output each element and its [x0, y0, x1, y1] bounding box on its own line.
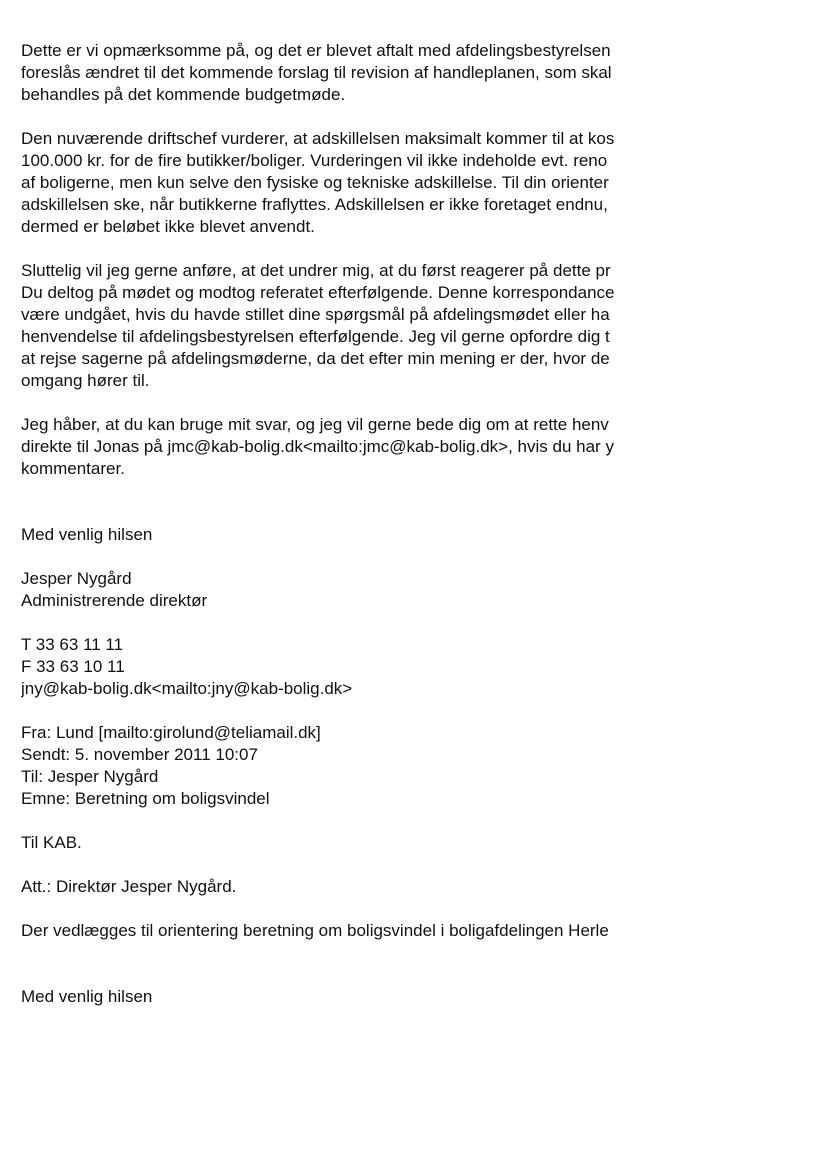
- text-line: at rejse sagerne på afdelingsmøderne, da det efter min mening er der, hvor de: [21, 349, 610, 368]
- text-line: Sluttelig vil jeg gerne anføre, at det undrer mig, at du først reagerer på dette pr: [21, 261, 611, 280]
- signature-name: Jesper Nygård: [21, 569, 132, 588]
- text-line: være undgået, hvis du havde stillet dine spørgsmål på afdelingsmødet eller ha: [21, 305, 610, 324]
- paragraph-spacer: [21, 612, 697, 634]
- text-line: direkte til Jonas på jmc@kab-bolig.dk<mailto:jmc@kab-bolig.dk>, hvis du har y: [21, 437, 614, 456]
- signature-phone: T 33 63 11 11: [21, 635, 124, 654]
- quoted-sent: Sendt: 5. november 2011 10:07: [21, 745, 258, 764]
- quoted-greeting: Til KAB.: [21, 833, 82, 852]
- quoted-text: Der vedlægges til orientering beretning om boligsvindel i boligafdelingen Herle: [21, 921, 609, 940]
- reply-paragraph-3: [21, 260, 697, 392]
- quoted-message-header: [21, 722, 697, 810]
- signature-email: jny@kab-bolig.dk<mailto:jny@kab-bolig.dk>: [21, 679, 353, 698]
- quoted-closing: Med venlig hilsen: [21, 987, 153, 1006]
- text-line: foreslås ændret til det kommende forslag til revision af handleplanen, som skal: [21, 63, 612, 82]
- text-line: Jeg håber, at du kan bruge mit svar, og jeg vil gerne bede dig om at rette henv: [21, 415, 609, 434]
- paragraph-spacer: [21, 700, 697, 722]
- quoted-to: Til: Jesper Nygård: [21, 767, 159, 786]
- text-line: Den nuværende driftschef vurderer, at adskillelsen maksimalt kommer til at kos: [21, 129, 615, 148]
- text-line: omgang hører til.: [21, 371, 150, 390]
- paragraph-spacer: [21, 810, 697, 832]
- paragraph-spacer: [21, 106, 697, 128]
- text-line: af boligerne, men kun selve den fysiske og tekniske adskillelse. Til din orienter: [21, 173, 609, 192]
- paragraph-spacer: [21, 480, 697, 524]
- paragraph-spacer: [21, 854, 697, 876]
- text-line: behandles på det kommende budgetmøde.: [21, 85, 346, 104]
- quoted-attention: Att.: Direktør Jesper Nygård.: [21, 877, 237, 896]
- reply-paragraph-1: [21, 40, 697, 106]
- text-line: dermed er beløbet ikke blevet anvendt.: [21, 217, 315, 236]
- text-line: henvendelse til afdelingsbestyrelsen efterfølgende. Jeg vil gerne opfordre dig t: [21, 327, 610, 346]
- signature-title: Administrerende direktør: [21, 591, 208, 610]
- text-line: Du deltog på mødet og modtog referatet efterfølgende. Denne korrespondance: [21, 283, 615, 302]
- signature-block: [21, 524, 697, 700]
- paragraph-spacer: [21, 392, 697, 414]
- reply-paragraph-4: [21, 414, 697, 480]
- paragraph-spacer: [21, 238, 697, 260]
- quoted-message-body: [21, 832, 697, 1008]
- reply-paragraph-2: [21, 128, 697, 238]
- text-line: adskillelsen ske, når butikkerne fraflyttes. Adskillelsen er ikke foretaget endnu,: [21, 195, 608, 214]
- quoted-subject: Emne: Beretning om boligsvindel: [21, 789, 270, 808]
- text-line: Dette er vi opmærksomme på, og det er blevet aftalt med afdelingsbestyrelsen: [21, 41, 611, 60]
- text-line: kommentarer.: [21, 459, 125, 478]
- paragraph-spacer: [21, 546, 697, 568]
- quoted-from: Fra: Lund [mailto:girolund@teliamail.dk]: [21, 723, 321, 742]
- text-line: 100.000 kr. for de fire butikker/boliger. Vurderingen vil ikke indeholde evt. reno: [21, 151, 608, 170]
- signature-closing: Med venlig hilsen: [21, 525, 153, 544]
- email-document: [21, 40, 697, 1008]
- paragraph-spacer: [21, 898, 697, 920]
- signature-fax: F 33 63 10 11: [21, 657, 125, 676]
- paragraph-spacer: [21, 942, 697, 986]
